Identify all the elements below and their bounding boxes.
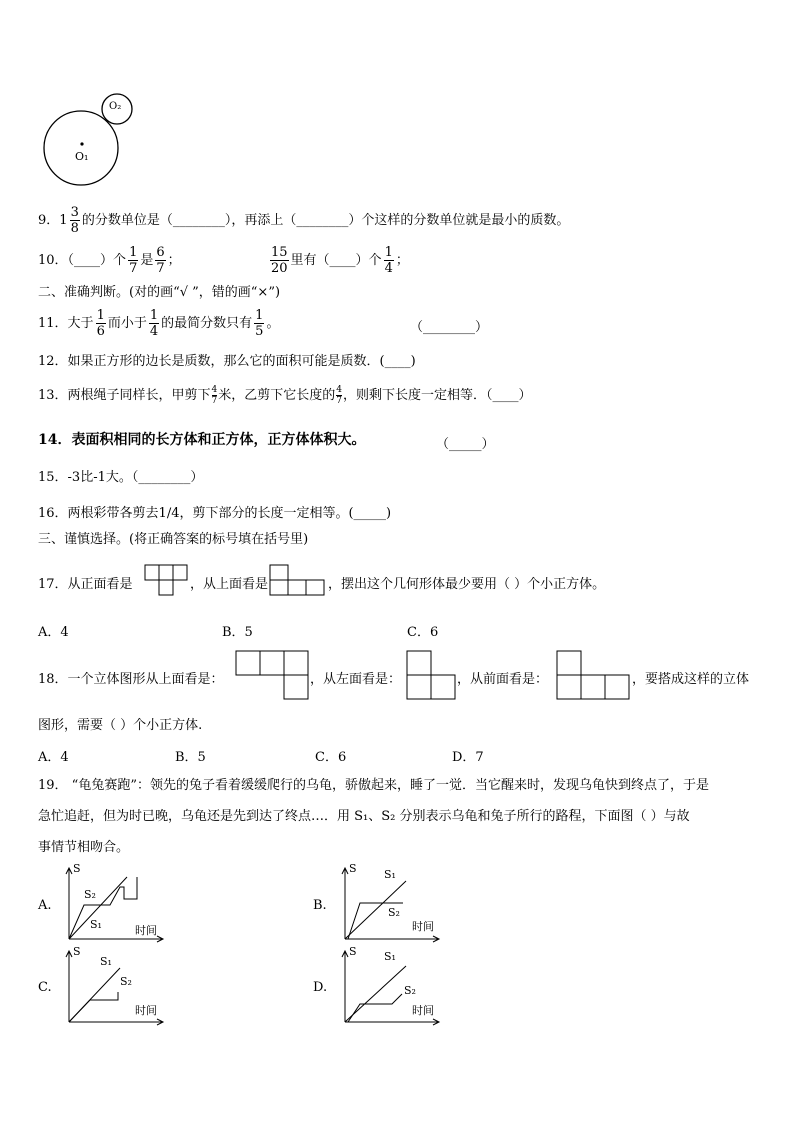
- question-11-blank: （________）: [410, 320, 489, 335]
- graph-d-label-a: S₁: [384, 950, 396, 963]
- q18-text-3: ，从前面看是：: [457, 672, 549, 687]
- q17-text-1: 17．从正面看是: [38, 577, 133, 592]
- q17-text-3: ，摆出这个几何形体最少要用（ ）个小正方体。: [328, 577, 606, 592]
- q17-option-a: A．4: [38, 625, 69, 640]
- question-14-blank: （_____）: [436, 437, 495, 452]
- graph-b-axis-y: S: [349, 862, 357, 875]
- question-14: 14．表面积相同的长方体和正方体，正方体体积大。: [38, 432, 366, 448]
- graph-d-letter: D.: [313, 980, 328, 995]
- circle-o1: [44, 111, 118, 185]
- section-3-heading: 三、谨慎选择。(将正确答案的标号填在括号里): [38, 532, 309, 547]
- question-9: 9．1 $\frac{3}{8}$ 的分数单位是（________），再添上（________）个这样的分数单位就是最小的质数。: [38, 205, 570, 236]
- question-13: 13．两根绳子同样长，甲剪下 $\frac{4}{7}$ 米，乙剪下它长度的 $\frac{4}{7}$ ，则剩下长度一定相等．（____）: [38, 385, 532, 406]
- graph-b-label-b: S₂: [388, 906, 400, 919]
- question-12: 12．如果正方形的边长是质数，那么它的面积可能是质数．(____): [38, 354, 416, 369]
- question-15: 15．-3比-1大。（________）: [38, 470, 204, 485]
- q17-text-2: ，从上面看是: [190, 577, 269, 592]
- graph-c-letter: C.: [38, 980, 52, 995]
- graph-c-label-a: S₁: [100, 955, 112, 968]
- graph-c-axis-y: S: [73, 945, 81, 958]
- q18-left-view: [407, 651, 455, 699]
- q18-text-1: 18．一个立体图形从上面看是：: [38, 672, 224, 687]
- q18-option-c: C．6: [315, 750, 347, 765]
- graph-a-axis-x: 时间: [135, 924, 157, 937]
- label-o1: O₁: [75, 150, 89, 163]
- q17-option-c: C．6: [407, 625, 439, 640]
- q17-front-view: [145, 565, 187, 595]
- graph-b-letter: B.: [313, 898, 327, 913]
- question-10-part2: $\frac{15}{20}$ 里有（____）个 $\frac{1}{4}$ ；: [271, 245, 409, 276]
- q17-option-b: B．5: [222, 625, 253, 640]
- graph-d-label-b: S₂: [404, 984, 416, 997]
- q17-top-view: [270, 565, 325, 595]
- q18-top-view: [236, 651, 308, 699]
- graph-c-label-b: S₂: [120, 975, 132, 988]
- graph-d-axis-y: S: [349, 945, 357, 958]
- graph-a-axis-y: S: [73, 862, 81, 875]
- graph-a-label-b: S₁: [90, 918, 102, 931]
- graph-a-letter: A.: [38, 898, 52, 913]
- section-2-heading: 二、准确判断。(对的画“√ ”，错的画“×”): [38, 285, 281, 300]
- question-16: 16．两根彩带各剪去1/4，剪下部分的长度一定相等。(_____): [38, 506, 392, 521]
- q18-option-d: D．7: [452, 750, 484, 765]
- label-o2: O₂: [109, 101, 122, 112]
- circles-figure: [40, 90, 140, 190]
- graph-d-axis-x: 时间: [412, 1004, 434, 1017]
- center-dot: [80, 142, 83, 145]
- q18-option-a: A．4: [38, 750, 69, 765]
- q18-text-2: ，从左面看是：: [310, 672, 402, 687]
- graph-a-label-a: S₂: [84, 888, 96, 901]
- q18-text-4: ，要搭成这样的立体: [632, 672, 750, 687]
- graph-b-axis-x: 时间: [412, 920, 434, 933]
- graph-c-axis-x: 时间: [135, 1004, 157, 1017]
- graph-b-label-a: S₁: [384, 868, 396, 881]
- q19-line-3: 事情节相吻合。: [38, 840, 130, 855]
- q18-option-b: B．5: [175, 750, 206, 765]
- question-11: 11．大于 $\frac{1}{6}$ 而小于 $\frac{1}{4}$ 的最简分数只有 $\frac{1}{5}$ 。: [38, 308, 280, 339]
- graph-a-s2-line: [69, 877, 137, 939]
- q18-text-5: 图形，需要（ ）个小正方体.: [38, 718, 203, 733]
- q18-front-view: [557, 651, 629, 699]
- question-10: 10．（____）个 $\frac{1}{7}$ 是 $\frac{6}{7}$ ；: [38, 245, 181, 276]
- q19-line-1: 19． “龟兔赛跑”：领先的兔子看着缓缓爬行的乌龟，骄傲起来，睡了一觉．当它醒来时，发现乌龟快到终点了，于是: [38, 778, 709, 793]
- graph-d-s2-line: [348, 994, 402, 1022]
- q19-line-2: 急忙追赶，但为时已晚，乌龟还是先到达了终点…．用 S₁、S₂ 分别表示乌龟和兔子所行的路程，下面图（ ）与故: [38, 809, 690, 824]
